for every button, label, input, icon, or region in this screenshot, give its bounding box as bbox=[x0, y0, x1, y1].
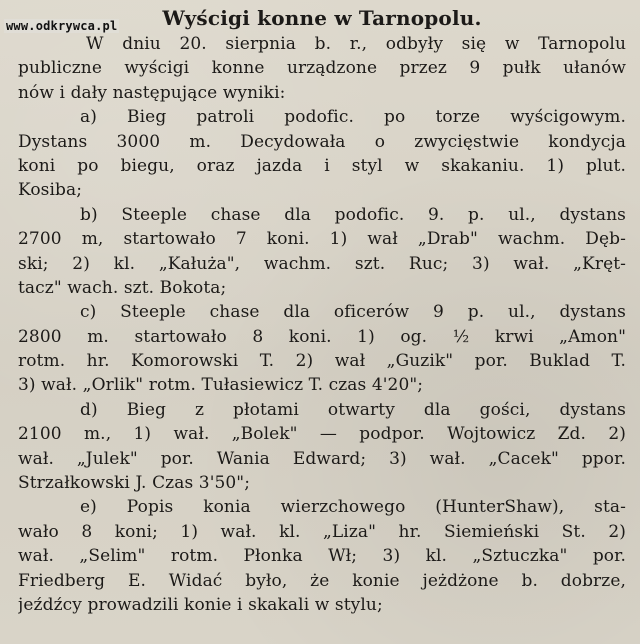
article-line: ski; 2) kl. „Kałuża", wachm. szt. Ruc; 3) wał. „Kręt- bbox=[18, 253, 626, 274]
article-line: wał. „Julek" por. Wania Edward; 3) wał. „Cacek" ppor. bbox=[18, 448, 626, 469]
article-line: 2700 m, startowało 7 koni. 1) wał „Drab" wachm. Dęb- bbox=[18, 229, 626, 250]
article-line: d) Bieg z płotami otwarty dla gości, dystans bbox=[80, 399, 626, 420]
article-line: Dystans 3000 m. Decydowała o zwycięstwie kondycja bbox=[18, 131, 626, 152]
article-title: Wyścigi konne w Tarnopolu. bbox=[162, 6, 482, 30]
article-line: 2800 m. startowało 8 koni. 1) og. ½ krwi „Amon" bbox=[18, 326, 626, 347]
article-line: tacz" wach. szt. Bokota; bbox=[18, 277, 227, 298]
article-body bbox=[18, 32, 626, 617]
article-line: b) Steeple chase dla podofic. 9. p. ul., dystans bbox=[80, 204, 626, 225]
article-line: wał. „Selim" rotm. Płonka Wł; 3) kl. „Sztuczka" por. bbox=[18, 546, 626, 567]
article-line: Strzałkowski J. Czas 3'50"; bbox=[18, 473, 251, 494]
article-line: nów i dały następujące wyniki: bbox=[18, 82, 286, 103]
article-line: Kosiba; bbox=[18, 180, 83, 201]
article-line: wało 8 koni; 1) wał. kl. „Liza" hr. Siemieński St. 2) bbox=[18, 521, 626, 542]
article-line: 3) wał. „Orlik" rotm. Tułasiewicz T. czas 4'20"; bbox=[18, 375, 424, 396]
article-line: c) Steeple chase dla oficerów 9 p. ul., dystans bbox=[80, 302, 626, 323]
watermark: www.odkrywca.pl bbox=[6, 19, 118, 33]
article-line: 2100 m., 1) wał. „Bolek" — podpor. Wojtowicz Zd. 2) bbox=[18, 424, 626, 445]
article-line: Friedberg E. Widać było, że konie jeżdżone b. dobrze, bbox=[18, 570, 626, 591]
article-line: e) Popis konia wierzchowego (HunterShaw), sta- bbox=[80, 497, 626, 518]
article-line: rotm. hr. Komorowski T. 2) wał „Guzik" por. Buklad T. bbox=[18, 351, 626, 372]
article-line: koni po biegu, oraz jazda i styl w skakaniu. 1) plut. bbox=[18, 155, 626, 176]
article-line: publiczne wyścigi konne urządzone przez 9 pułk ułanów bbox=[18, 58, 626, 79]
article-line: W dniu 20. sierpnia b. r., odbyły się w Tarnopolu bbox=[86, 34, 626, 54]
article-line: a) Bieg patroli podofic. po torze wyścigowym. bbox=[80, 107, 626, 128]
article-line: jeźdźcy prowadzili konie i skakali w stylu; bbox=[18, 594, 383, 615]
